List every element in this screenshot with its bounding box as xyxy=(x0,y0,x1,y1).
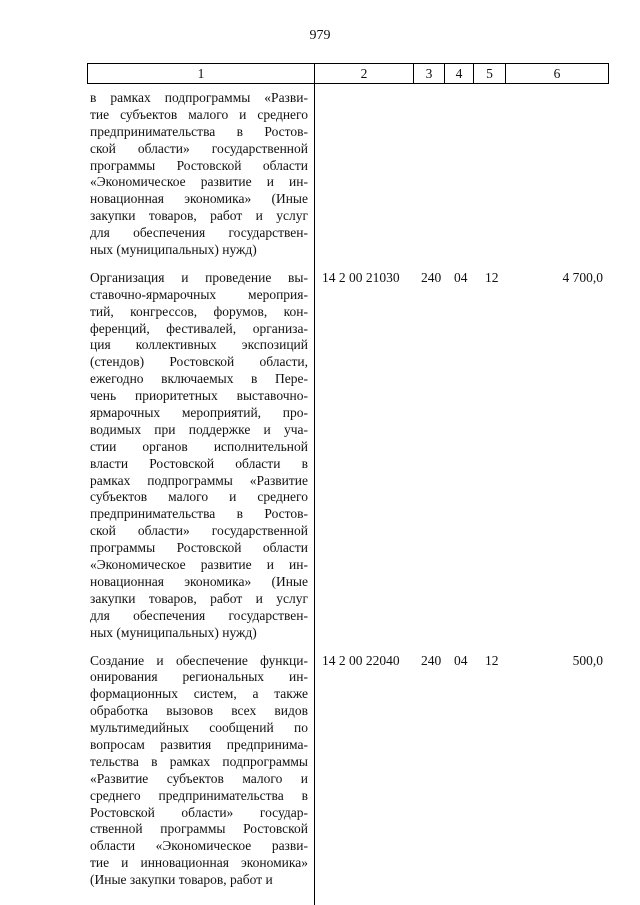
description-line: стии органов исполнительной xyxy=(90,438,308,454)
amount: 4 700,0 xyxy=(562,269,603,285)
description-line: (Иные закупки товаров, работ и xyxy=(90,872,273,888)
header-col-1: 1 xyxy=(88,64,315,83)
description-line: чень приоритетных выставочно- xyxy=(90,388,308,404)
description-line: ской области» государственной xyxy=(90,140,308,156)
description-line: ция коллективных экспозиций xyxy=(90,337,308,353)
table-row xyxy=(90,90,610,259)
description-line: тие субъектов малого и среднего xyxy=(90,106,308,122)
description-line: закупки товаров, работ и услуг xyxy=(90,590,308,606)
description-line: вопросам развития предпринима- xyxy=(90,736,308,752)
header-col-3: 3 xyxy=(414,64,445,83)
expense-type: 240 xyxy=(421,652,442,668)
description-line: ежегодно включаемых в Пере- xyxy=(90,371,308,387)
description-line: программы Ростовской области xyxy=(90,540,308,556)
header-col-2: 2 xyxy=(315,64,414,83)
amount: 500,0 xyxy=(572,652,603,668)
description-line: ных (муниципальных) нужд) xyxy=(90,242,257,258)
description-line: обработка вызовов всех видов xyxy=(90,703,308,719)
section-code: 04 xyxy=(454,652,468,668)
description-line: новационная экономика» (Иные xyxy=(90,573,308,589)
description-line: предпринимательства в Ростов- xyxy=(90,123,308,139)
description-line: Организация и проведение вы- xyxy=(90,269,308,285)
page-number: 979 xyxy=(309,28,331,43)
description-line: власти Ростовской области в xyxy=(90,455,308,471)
description-line: мультимедийных сообщений по xyxy=(90,720,308,736)
description-line: «Экономическое развитие и ин- xyxy=(90,557,308,573)
header-col-4: 4 xyxy=(445,64,474,83)
row-description xyxy=(90,653,308,889)
description-line: тие и инновационная экономика» xyxy=(90,855,308,871)
description-line: тий, конгрессов, форумов, кон- xyxy=(90,303,308,319)
row-description xyxy=(90,90,308,259)
description-line: в рамках подпрограммы «Разви- xyxy=(90,90,308,105)
description-line: онирования региональных ин- xyxy=(90,669,308,685)
description-line: субъектов малого и среднего xyxy=(90,489,308,505)
description-line: среднего предпринимательства в xyxy=(90,787,308,803)
description-line: рамках подпрограммы «Развитие xyxy=(90,472,308,488)
description-line: ственной программы Ростовской xyxy=(90,821,308,837)
header-col-5: 5 xyxy=(474,64,506,83)
description-line: закупки товаров, работ и услуг xyxy=(90,208,308,224)
description-line: водимых при поддержке и уча- xyxy=(90,421,308,437)
description-line: предпринимательства в Ростов- xyxy=(90,506,308,522)
table-row xyxy=(90,653,610,889)
description-line: ярмарочных мероприятий, про- xyxy=(90,405,308,421)
description-line: ставочно-ярмарочных мероприя- xyxy=(90,286,308,302)
description-line: Ростовской области» государ- xyxy=(90,804,308,820)
target-article-code: 14 2 00 21030 xyxy=(322,269,400,285)
table-body xyxy=(90,90,610,889)
description-line: «Экономическое развитие и ин- xyxy=(90,174,308,190)
subsection-code: 12 xyxy=(485,652,499,668)
description-line: новационная экономика» (Иные xyxy=(90,191,308,207)
description-line: для обеспечения государствен- xyxy=(90,225,308,241)
header-col-6: 6 xyxy=(553,66,561,81)
description-line: Создание и обеспечение функци- xyxy=(90,652,308,668)
description-line: программы Ростовской области xyxy=(90,157,308,173)
description-line: формационных систем, а также xyxy=(90,686,308,702)
description-line: (стендов) Ростовской области, xyxy=(90,354,308,370)
subsection-code: 12 xyxy=(485,269,499,285)
expense-type: 240 xyxy=(421,269,442,285)
table-header xyxy=(87,63,609,84)
section-code: 04 xyxy=(454,269,468,285)
description-line: ференций, фестивалей, организа- xyxy=(90,320,308,336)
table-row xyxy=(90,270,610,642)
description-line: тельства в рамках подпрограммы xyxy=(90,753,308,769)
description-line: ской области» государственной xyxy=(90,523,308,539)
row-description xyxy=(90,270,308,642)
target-article-code: 14 2 00 22040 xyxy=(322,652,400,668)
description-line: ных (муниципальных) нужд) xyxy=(90,624,257,640)
description-line: для обеспечения государствен- xyxy=(90,607,308,623)
description-line: области «Экономическое разви- xyxy=(90,838,308,854)
description-line: «Развитие субъектов малого и xyxy=(90,770,308,786)
